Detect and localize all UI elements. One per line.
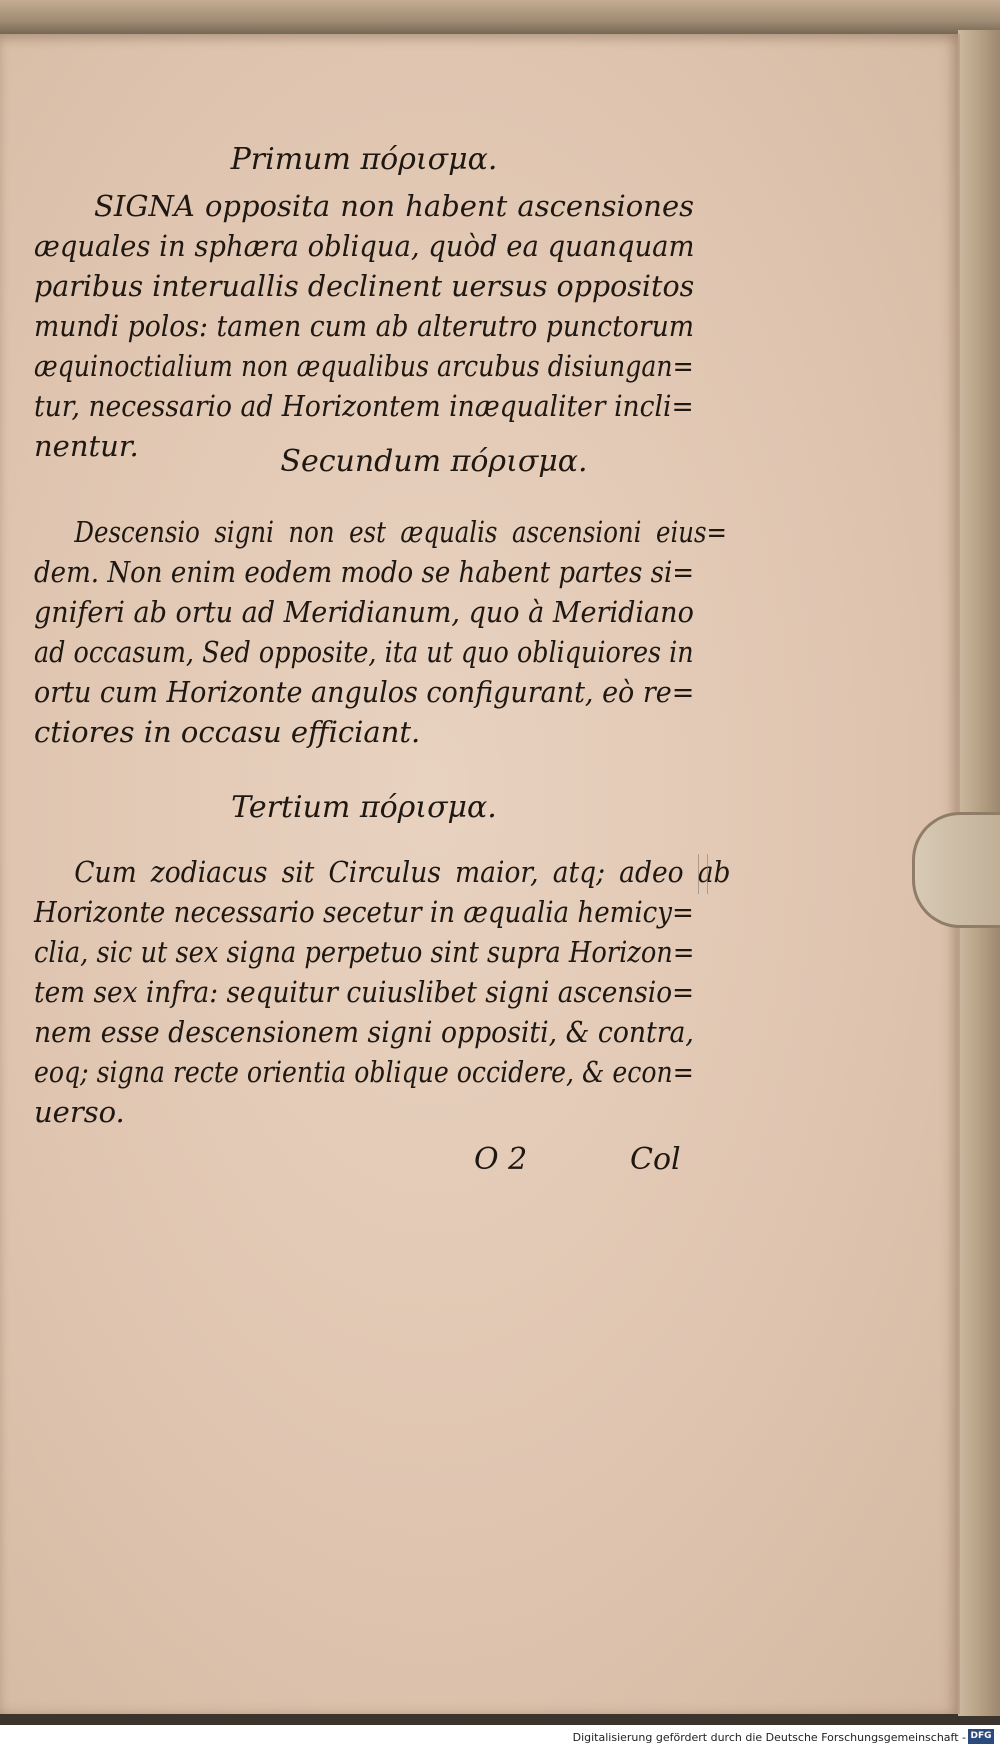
text-line: Horizonte necessario secetur in æqualia hemicy= [34, 895, 694, 929]
text-line: tem sex infra: sequitur cuiuslibet signi ascensio= [34, 975, 695, 1009]
footer-bar [0, 1725, 1000, 1747]
text-line: æquinoctialium non æqualibus arcubus disiungan= [34, 349, 694, 383]
text-line: æquales in sphæra obliqua, quòd ea quanquam [34, 229, 695, 263]
text-line: ortu cum Horizonte angulos configurant, eò re= [34, 675, 695, 709]
book-page [0, 34, 960, 1714]
paragraph-primum [34, 186, 694, 466]
page-top-edge [0, 0, 1000, 36]
heading-primum: Primum πόρισμα. [230, 142, 498, 177]
text-line: SIGNA opposita non habent ascensiones [94, 189, 694, 223]
show-through-mark [698, 854, 708, 894]
paragraph-tertium [34, 852, 731, 1132]
paragraph-secundum [34, 512, 727, 752]
text-line: ad occasum, Sed opposite, ita ut quo obliquiores in [34, 635, 694, 669]
text-line: uerso. [34, 1095, 125, 1129]
heading-secundum: Secundum πόρισμα. [280, 444, 588, 479]
book-clasp [912, 812, 1000, 928]
text-line: nem esse descensionem signi oppositi, & contra, [34, 1015, 694, 1049]
heading-tertium: Tertium πόρισμα. [231, 790, 497, 825]
signature-mark: O 2 [474, 1142, 528, 1177]
text-line: gniferi ab ortu ad Meridianum, quo à Meridiano [34, 595, 694, 629]
text-line: clia, sic ut sex signa perpetuo sint supra Horizon= [34, 935, 695, 969]
text-line: paribus interuallis declinent uersus oppositos [34, 269, 695, 303]
text-line: eoq; signa recte orientia oblique occidere, & econ= [34, 1055, 694, 1089]
text-line: dem. Non enim eodem modo se habent partes si= [34, 555, 695, 589]
text-line: mundi polos: tamen cum ab alterutro punctorum [34, 309, 695, 343]
text-line: tur, necessario ad Horizontem inæqualiter incli= [34, 389, 694, 423]
text-line: ctiores in occasu efficiant. [34, 715, 421, 749]
text-line: nentur. [34, 429, 139, 463]
text-line: Descensio signi non est æqualis ascensioni eius= [74, 515, 727, 549]
footer-credit: Digitalisierung gefördert durch die Deutsche Forschungsgemeinschaft - [572, 1731, 966, 1744]
dfg-logo: DFG [968, 1729, 994, 1744]
text-line: Cum zodiacus sit Circulus maior, atq; adeo ab [74, 855, 731, 889]
catchword: Col [630, 1142, 681, 1177]
